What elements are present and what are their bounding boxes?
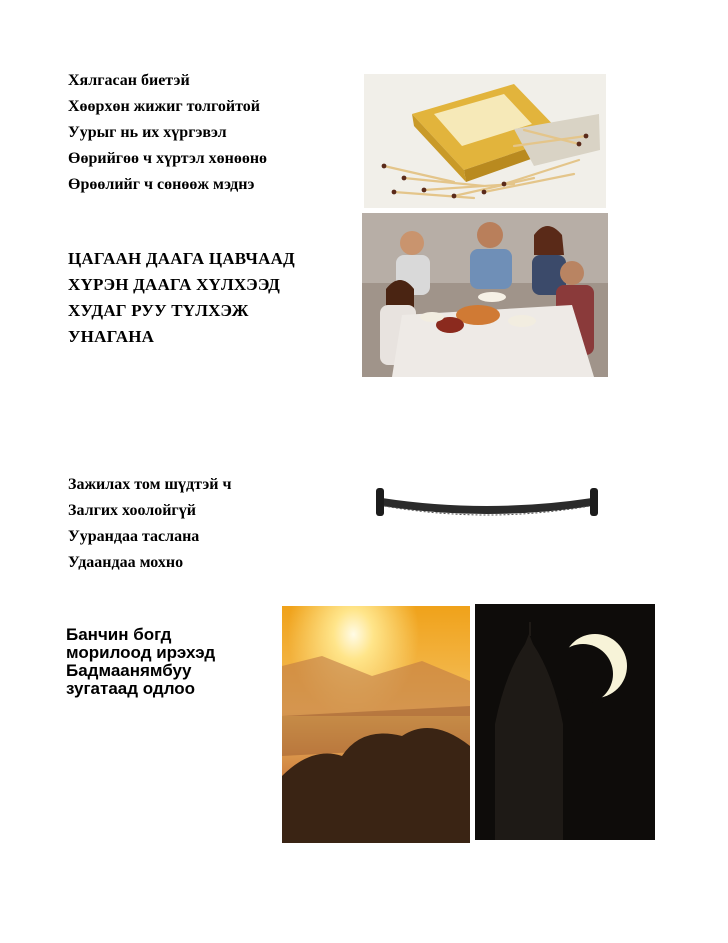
- riddle-sun-text: [66, 626, 215, 698]
- riddle-saw-text: [68, 472, 232, 576]
- riddle-line: Хялгасан биетэй: [68, 72, 190, 89]
- eclipse-image: [475, 604, 655, 840]
- riddle-line: ЦАГААН ДААГА ЦАВЧААД: [68, 249, 295, 268]
- riddle-line: Удаандаа мохно: [68, 554, 184, 571]
- riddle-line: Хөөрхөн жижиг толгойтой: [68, 98, 260, 115]
- riddle-eating-text: [68, 246, 295, 350]
- family-dinner-image: [362, 213, 608, 377]
- riddle-line: Өөрийгөө ч хүртэл хөнөөнө: [68, 150, 268, 167]
- riddle-line: ХҮРЭН ДААГА ХҮЛХЭЭД: [68, 275, 281, 294]
- riddle-line: зугатаад одлоо: [66, 679, 196, 698]
- riddle-line: Залгих хоолойгүй: [68, 502, 196, 519]
- riddle-line: Уурандаа таслана: [68, 528, 200, 545]
- riddle-line: Өрөөлийг ч сөнөөж мэднэ: [68, 176, 255, 193]
- riddle-line: морилоод ирэхэд: [66, 643, 216, 662]
- riddle-line: УНАГАНА: [68, 327, 155, 346]
- riddle-line: Уурыг нь их хүргэвэл: [68, 124, 227, 141]
- riddle-line: ХУДАГ РУУ ТҮЛХЭЖ: [68, 301, 249, 320]
- saw-image: [372, 484, 602, 524]
- riddle-line: Банчин богд: [66, 625, 172, 644]
- matchbox-image: [364, 74, 606, 208]
- sunset-image: [282, 606, 470, 843]
- riddle-line: Бадмаанямбуу: [66, 661, 192, 680]
- riddle-line: Зажилах том шүдтэй ч: [68, 476, 232, 493]
- riddle-matches-text: [68, 68, 267, 198]
